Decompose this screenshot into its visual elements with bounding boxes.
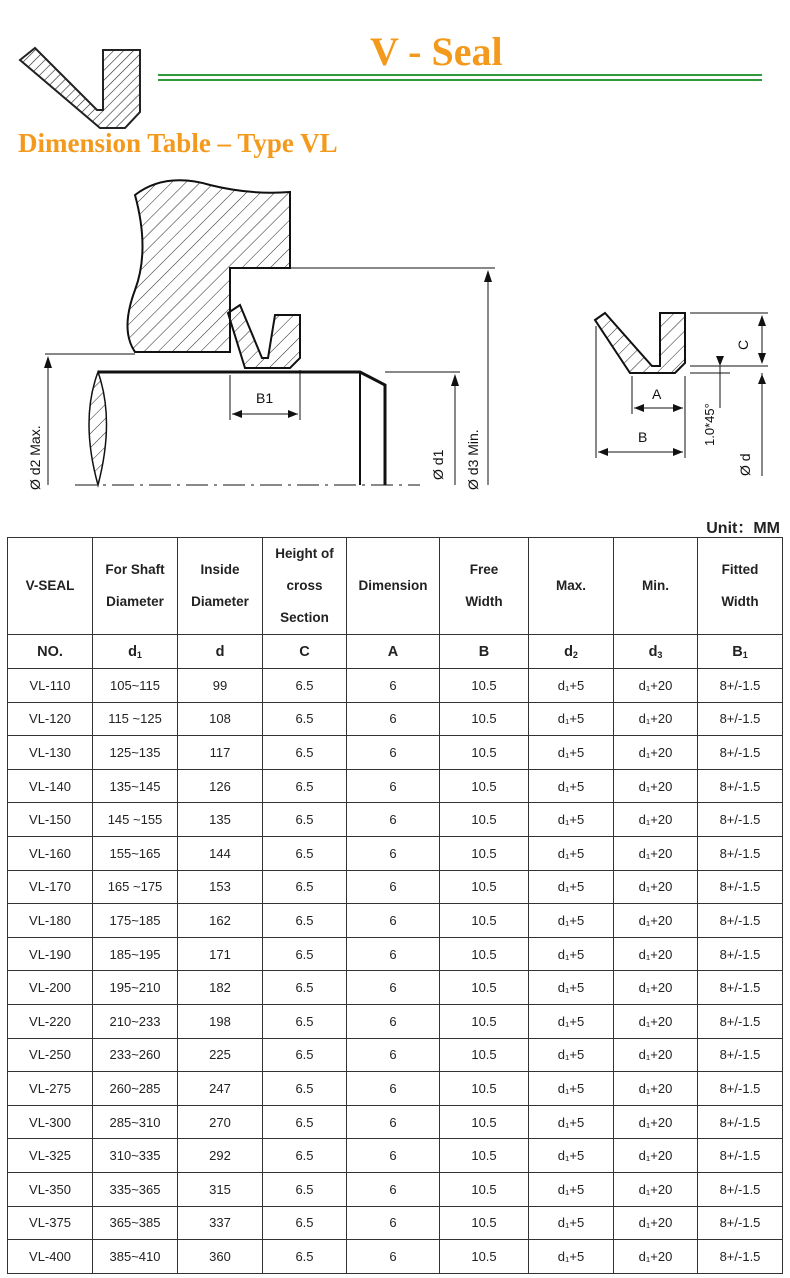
- cell-d: 270: [178, 1105, 263, 1139]
- cell-no: VL-275: [8, 1072, 93, 1106]
- cell-b1: 8+/-1.5: [698, 1004, 783, 1038]
- title-rule-top: [158, 74, 762, 76]
- cell-d3: d₁+20: [614, 1105, 698, 1139]
- header-fitted-line1: Fitted: [721, 562, 759, 577]
- cell-d1: 135~145: [93, 769, 178, 803]
- cell-d: 99: [178, 669, 263, 703]
- table-row: [8, 1038, 783, 1072]
- cell-a: 6: [347, 1240, 440, 1274]
- cell-no: VL-120: [8, 702, 93, 736]
- cell-a: 6: [347, 836, 440, 870]
- cell-d3: d₁+20: [614, 769, 698, 803]
- cell-d1: 260~285: [93, 1072, 178, 1106]
- table-row: [8, 1240, 783, 1274]
- cell-d: 198: [178, 1004, 263, 1038]
- cell-c: 6.5: [263, 769, 347, 803]
- cell-no: VL-220: [8, 1004, 93, 1038]
- cell-no: VL-325: [8, 1139, 93, 1173]
- cell-b1: 8+/-1.5: [698, 836, 783, 870]
- cell-b: 10.5: [440, 1038, 529, 1072]
- unit-label: Unit：MM: [706, 520, 780, 537]
- header-free-line2: Width: [465, 594, 503, 609]
- cell-d2: d₁+5: [529, 1004, 614, 1038]
- table-row: [8, 1072, 783, 1106]
- section-subtitle: Dimension Table – Type VL: [18, 128, 338, 158]
- table-row: [8, 904, 783, 938]
- cell-c: 6.5: [263, 1139, 347, 1173]
- symbol-d: d: [178, 635, 263, 669]
- cell-d2: d₁+5: [529, 1139, 614, 1173]
- header-height-line1: Height of: [275, 546, 334, 561]
- table-row: [8, 1004, 783, 1038]
- cell-d: 117: [178, 736, 263, 770]
- cell-c: 6.5: [263, 870, 347, 904]
- cell-no: VL-170: [8, 870, 93, 904]
- cell-no: VL-140: [8, 769, 93, 803]
- table-row: [8, 1172, 783, 1206]
- cell-b1: 8+/-1.5: [698, 1139, 783, 1173]
- cell-d: 247: [178, 1072, 263, 1106]
- cell-d2: d₁+5: [529, 803, 614, 837]
- symbol-d2-sub: 2: [572, 649, 578, 660]
- cell-a: 6: [347, 1072, 440, 1106]
- cell-c: 6.5: [263, 1105, 347, 1139]
- cell-a: 6: [347, 870, 440, 904]
- symbol-d2: [529, 635, 614, 669]
- symbol-d3-sub: 3: [657, 649, 663, 660]
- cell-d2: d₁+5: [529, 937, 614, 971]
- table-row: [8, 1206, 783, 1240]
- cell-b1: 8+/-1.5: [698, 769, 783, 803]
- symbol-no: NO.: [8, 635, 93, 669]
- cell-d: 171: [178, 937, 263, 971]
- cell-d1: 385~410: [93, 1240, 178, 1274]
- label-b1: B1: [256, 390, 274, 406]
- table-row: [8, 669, 783, 703]
- cell-b: 10.5: [440, 870, 529, 904]
- header-fitted-line2: Width: [721, 594, 759, 609]
- page-title: V - Seal: [370, 29, 503, 74]
- cell-b1: 8+/-1.5: [698, 870, 783, 904]
- cell-d2: d₁+5: [529, 769, 614, 803]
- cell-c: 6.5: [263, 937, 347, 971]
- header-max: Max.: [529, 538, 614, 635]
- cell-d: 225: [178, 1038, 263, 1072]
- cell-d: 292: [178, 1139, 263, 1173]
- table-row: [8, 803, 783, 837]
- cell-b1: 8+/-1.5: [698, 937, 783, 971]
- cell-d1: 115 ~125: [93, 702, 178, 736]
- header-free-width: [440, 538, 529, 635]
- symbol-d1-base: d: [128, 643, 137, 660]
- cell-b1: 8+/-1.5: [698, 1072, 783, 1106]
- dimension-table: [7, 537, 783, 1274]
- cell-d2: d₁+5: [529, 702, 614, 736]
- cell-a: 6: [347, 702, 440, 736]
- cell-d: 360: [178, 1240, 263, 1274]
- table-row: [8, 769, 783, 803]
- cell-d2: d₁+5: [529, 870, 614, 904]
- cell-d3: d₁+20: [614, 870, 698, 904]
- cell-no: VL-130: [8, 736, 93, 770]
- cell-no: VL-350: [8, 1172, 93, 1206]
- cell-d: 108: [178, 702, 263, 736]
- cell-d3: d₁+20: [614, 937, 698, 971]
- cell-b: 10.5: [440, 1240, 529, 1274]
- symbol-d1-sub: 1: [136, 649, 142, 660]
- table-row: [8, 870, 783, 904]
- cell-a: 6: [347, 736, 440, 770]
- symbol-d3-base: d: [648, 643, 658, 660]
- cell-b1: 8+/-1.5: [698, 1038, 783, 1072]
- cell-d1: 233~260: [93, 1038, 178, 1072]
- label-d: Ø d: [737, 453, 753, 476]
- cell-b1: 8+/-1.5: [698, 736, 783, 770]
- label-a: A: [652, 386, 662, 402]
- cell-b1: 8+/-1.5: [698, 803, 783, 837]
- symbol-d2-base: d: [564, 643, 573, 660]
- symbol-d1: [93, 635, 178, 669]
- cell-d3: d₁+20: [614, 1240, 698, 1274]
- header-row-labels: [8, 538, 783, 635]
- cell-d1: 310~335: [93, 1139, 178, 1173]
- table-row: [8, 937, 783, 971]
- cell-b: 10.5: [440, 736, 529, 770]
- header-shaft-line2: Diameter: [106, 594, 164, 609]
- cell-d3: d₁+20: [614, 1072, 698, 1106]
- cell-a: 6: [347, 769, 440, 803]
- cell-d1: 285~310: [93, 1105, 178, 1139]
- table-body: [8, 669, 783, 1274]
- symbol-d3: [614, 635, 698, 669]
- cell-b1: 8+/-1.5: [698, 702, 783, 736]
- cell-d3: d₁+20: [614, 1139, 698, 1173]
- label-b: B: [638, 429, 648, 445]
- cell-b: 10.5: [440, 1172, 529, 1206]
- cell-d1: 105~115: [93, 669, 178, 703]
- symbol-b: B: [440, 635, 529, 669]
- title-rule-bottom: [158, 79, 762, 81]
- cell-d3: d₁+20: [614, 702, 698, 736]
- cell-a: 6: [347, 1139, 440, 1173]
- cell-c: 6.5: [263, 736, 347, 770]
- cell-no: VL-250: [8, 1038, 93, 1072]
- seal-detail-drawing: [590, 298, 790, 488]
- cell-b1: 8+/-1.5: [698, 1105, 783, 1139]
- cell-c: 6.5: [263, 669, 347, 703]
- cell-b: 10.5: [440, 1139, 529, 1173]
- symbol-b1: [698, 635, 783, 669]
- installation-drawing: [0, 170, 520, 510]
- cell-a: 6: [347, 971, 440, 1005]
- table-row: [8, 702, 783, 736]
- cell-d1: 195~210: [93, 971, 178, 1005]
- cell-d: 162: [178, 904, 263, 938]
- cell-c: 6.5: [263, 1240, 347, 1274]
- cell-c: 6.5: [263, 1038, 347, 1072]
- cell-b: 10.5: [440, 904, 529, 938]
- cell-b: 10.5: [440, 971, 529, 1005]
- cell-b1: 8+/-1.5: [698, 1172, 783, 1206]
- cell-d2: d₁+5: [529, 1072, 614, 1106]
- header-shaft-line1: For Shaft: [105, 562, 165, 577]
- cell-d3: d₁+20: [614, 836, 698, 870]
- header-height-line3: Section: [280, 610, 329, 625]
- table-row: [8, 1105, 783, 1139]
- cell-b: 10.5: [440, 1004, 529, 1038]
- header-free-line1: Free: [469, 562, 499, 577]
- label-d3: Ø d3 Min.: [465, 429, 481, 490]
- cell-d1: 165 ~175: [93, 870, 178, 904]
- cell-d1: 185~195: [93, 937, 178, 971]
- cell-c: 6.5: [263, 836, 347, 870]
- cell-no: VL-160: [8, 836, 93, 870]
- cell-d3: d₁+20: [614, 971, 698, 1005]
- header-fitted-width: [698, 538, 783, 635]
- cell-a: 6: [347, 669, 440, 703]
- cell-a: 6: [347, 904, 440, 938]
- header-dimension: Dimension: [347, 538, 440, 635]
- cell-c: 6.5: [263, 803, 347, 837]
- cell-d2: d₁+5: [529, 1038, 614, 1072]
- header-height-cross-section: [263, 538, 347, 635]
- cell-d2: d₁+5: [529, 904, 614, 938]
- header-vseal: V-SEAL: [8, 538, 93, 635]
- cell-b1: 8+/-1.5: [698, 669, 783, 703]
- cell-d: 153: [178, 870, 263, 904]
- cell-d1: 155~165: [93, 836, 178, 870]
- cell-no: VL-200: [8, 971, 93, 1005]
- cell-no: VL-110: [8, 669, 93, 703]
- cell-d: 144: [178, 836, 263, 870]
- cell-d2: d₁+5: [529, 736, 614, 770]
- cell-b: 10.5: [440, 937, 529, 971]
- shaft-outline: [98, 372, 385, 485]
- symbol-b1-sub: 1: [742, 649, 748, 660]
- cell-b: 10.5: [440, 803, 529, 837]
- cell-d2: d₁+5: [529, 971, 614, 1005]
- cell-b: 10.5: [440, 769, 529, 803]
- cell-a: 6: [347, 1105, 440, 1139]
- cell-no: VL-180: [8, 904, 93, 938]
- cell-c: 6.5: [263, 1172, 347, 1206]
- label-d1: Ø d1: [430, 449, 446, 480]
- cell-c: 6.5: [263, 1206, 347, 1240]
- cell-d: 126: [178, 769, 263, 803]
- cell-c: 6.5: [263, 1004, 347, 1038]
- cell-a: 6: [347, 1206, 440, 1240]
- cell-d3: d₁+20: [614, 1206, 698, 1240]
- cell-d3: d₁+20: [614, 1172, 698, 1206]
- cell-a: 6: [347, 1038, 440, 1072]
- cell-d3: d₁+20: [614, 736, 698, 770]
- cell-no: VL-375: [8, 1206, 93, 1240]
- cell-b1: 8+/-1.5: [698, 904, 783, 938]
- cell-c: 6.5: [263, 1072, 347, 1106]
- cell-d1: 145 ~155: [93, 803, 178, 837]
- header-inside-diameter: [178, 538, 263, 635]
- cell-d1: 335~365: [93, 1172, 178, 1206]
- cell-d2: d₁+5: [529, 669, 614, 703]
- symbol-b1-base: B: [732, 643, 743, 660]
- label-c: C: [735, 339, 751, 350]
- cell-b: 10.5: [440, 1072, 529, 1106]
- cell-d2: d₁+5: [529, 836, 614, 870]
- cell-d1: 365~385: [93, 1206, 178, 1240]
- symbol-c: C: [263, 635, 347, 669]
- header-inside-line2: Diameter: [191, 594, 249, 609]
- table-row: [8, 971, 783, 1005]
- cell-d3: d₁+20: [614, 669, 698, 703]
- cell-d: 337: [178, 1206, 263, 1240]
- cell-a: 6: [347, 1004, 440, 1038]
- table-row: [8, 1139, 783, 1173]
- housing-section: [128, 180, 291, 352]
- cell-b: 10.5: [440, 1105, 529, 1139]
- cell-a: 6: [347, 1172, 440, 1206]
- cell-b1: 8+/-1.5: [698, 971, 783, 1005]
- cell-no: VL-400: [8, 1240, 93, 1274]
- header-row-symbols: [8, 635, 783, 669]
- cell-b: 10.5: [440, 702, 529, 736]
- cell-d3: d₁+20: [614, 803, 698, 837]
- cell-d3: d₁+20: [614, 904, 698, 938]
- cell-d: 135: [178, 803, 263, 837]
- cell-a: 6: [347, 803, 440, 837]
- cell-b: 10.5: [440, 1206, 529, 1240]
- label-chamfer: 1.0*45°: [702, 403, 717, 446]
- cell-d1: 175~185: [93, 904, 178, 938]
- cell-c: 6.5: [263, 904, 347, 938]
- header-inside-line1: Inside: [200, 562, 240, 577]
- header-min: Min.: [614, 538, 698, 635]
- seal-detail-section: [595, 313, 685, 373]
- header-height-line2: cross: [286, 578, 323, 593]
- cell-d2: d₁+5: [529, 1172, 614, 1206]
- cell-c: 6.5: [263, 971, 347, 1005]
- cell-d1: 210~233: [93, 1004, 178, 1038]
- cell-b: 10.5: [440, 836, 529, 870]
- table-row: [8, 736, 783, 770]
- cell-no: VL-150: [8, 803, 93, 837]
- cell-d2: d₁+5: [529, 1206, 614, 1240]
- cell-b1: 8+/-1.5: [698, 1240, 783, 1274]
- shaft-break: [89, 372, 107, 485]
- cell-d2: d₁+5: [529, 1105, 614, 1139]
- cell-a: 6: [347, 937, 440, 971]
- cell-d3: d₁+20: [614, 1004, 698, 1038]
- cell-b: 10.5: [440, 669, 529, 703]
- cell-d: 182: [178, 971, 263, 1005]
- cell-d: 315: [178, 1172, 263, 1206]
- symbol-a: A: [347, 635, 440, 669]
- table-row: [8, 836, 783, 870]
- cell-c: 6.5: [263, 702, 347, 736]
- label-d2: Ø d2 Max.: [27, 425, 43, 490]
- cell-b1: 8+/-1.5: [698, 1206, 783, 1240]
- header-shaft-diameter: [93, 538, 178, 635]
- cell-no: VL-300: [8, 1105, 93, 1139]
- cell-d2: d₁+5: [529, 1240, 614, 1274]
- cell-no: VL-190: [8, 937, 93, 971]
- cell-d3: d₁+20: [614, 1038, 698, 1072]
- seal-section: [228, 305, 300, 368]
- cell-d1: 125~135: [93, 736, 178, 770]
